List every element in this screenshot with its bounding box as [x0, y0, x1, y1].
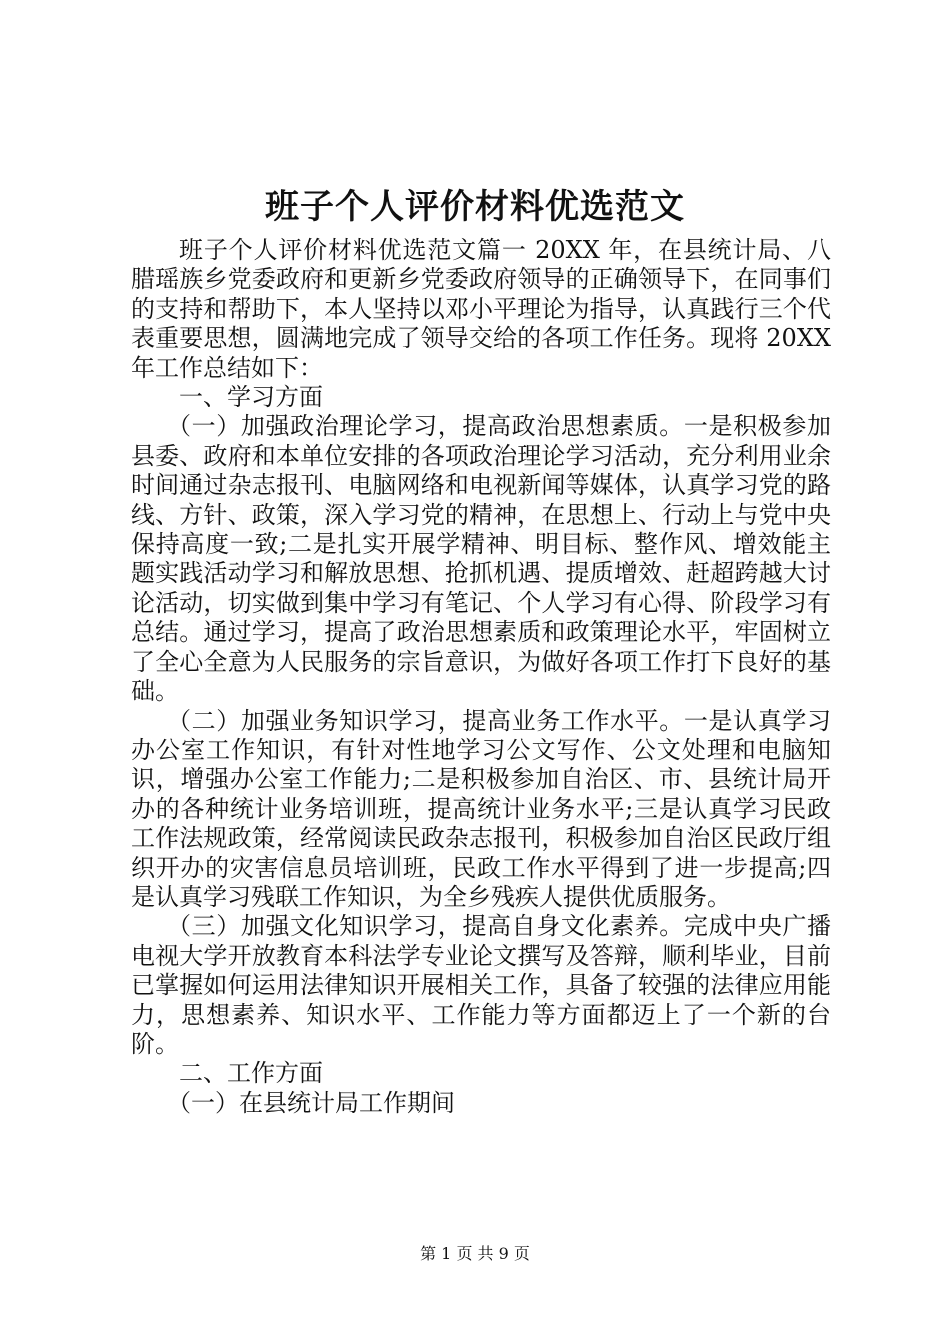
- document-body: [131, 236, 831, 1118]
- paragraph-business-study: （二）加强业务知识学习，提高业务工作水平。一是认真学习办公室工作知识，有针对性地学习公文写作、公文处理和电脑知识，增强办公室工作能力;二是积极参加自治区、市、县统计局开办的各种统计业务培训班，提高统计业务水平;三是认真学习民政工作法规政策，经常阅读民政杂志报刊，积极参加自治区民政厅组织开办的灾害信息员培训班，民政工作水平得到了进一步提高;四是认真学习残联工作知识，为全乡残疾人提供优质服务。: [131, 706, 831, 911]
- paragraph-culture-study: （三）加强文化知识学习，提高自身文化素养。完成中央广播电视大学开放教育本科法学专业论文撰写及答辩，顺利毕业，目前已掌握如何运用法律知识开展相关工作，具备了较强的法律应用能力，思想素养、知识水平、工作能力等方面都迈上了一个新的台阶。: [131, 912, 831, 1058]
- section-heading-work: 二、工作方面: [179, 1059, 323, 1088]
- document-title: 班子个人评价材料优选范文: [265, 187, 685, 227]
- intro-paragraph: 班子个人评价材料优选范文篇一 20XX 年，在县统计局、八腊瑶族乡党委政府和更新乡党委政府领导的正确领导下，在同事们的支持和帮助下，本人坚持以邓小平理论为指导，认真践行三个代表重要思想，圆满地完成了领导交给的各项工作任务。现将 20XX 年工作总结如下：: [131, 236, 831, 382]
- subsection-heading-statistics-bureau: （一）在县统计局工作期间: [167, 1088, 455, 1117]
- paragraph-political-study: （一）加强政治理论学习，提高政治思想素质。一是积极参加县委、政府和本单位安排的各项政治理论学习活动，充分利用业余时间通过杂志报刊、电脑网络和电视新闻等媒体，认真学习党的路线、方针、政策，深入学习党的精神，在思想上、行动上与党中央保持高度一致;二是扎实开展学精神、明目标、整作风、增效能主题实践活动学习和解放思想、抢抓机遇、提质增效、赶超跨越大讨论活动，切实做到集中学习有笔记、个人学习有心得、阶段学习有总结。通过学习，提高了政治思想素质和政策理论水平，牢固树立了全心全意为人民服务的宗旨意识，为做好各项工作打下良好的基础。: [131, 412, 831, 706]
- page-number-footer: 第 1 页 共 9 页: [420, 1244, 530, 1263]
- section-heading-study: 一、学习方面: [179, 383, 323, 412]
